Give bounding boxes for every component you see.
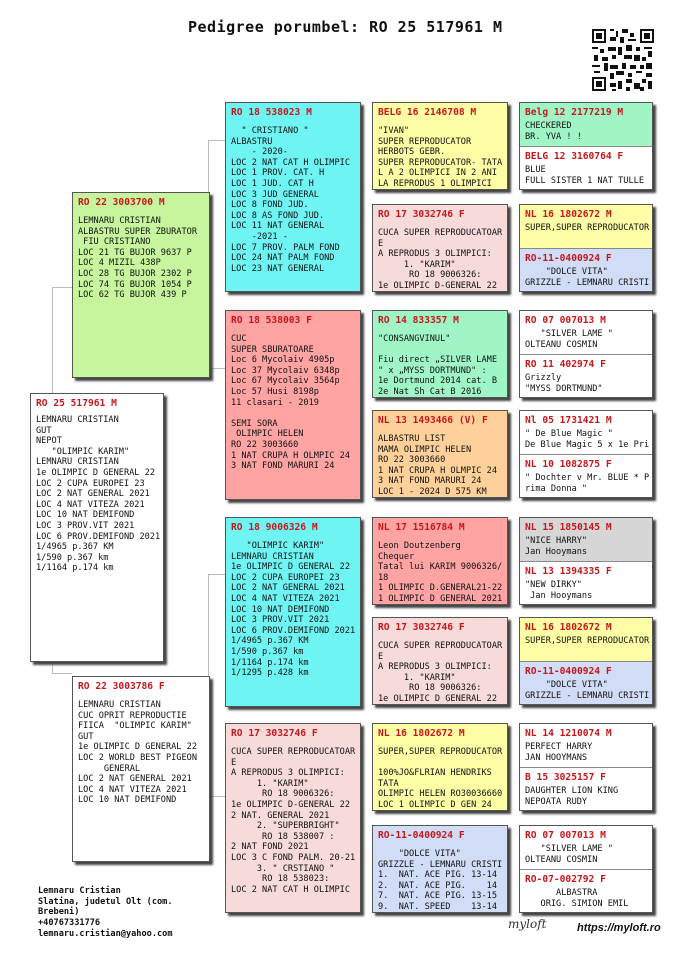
pigeon-pair-gen4 [519, 204, 653, 292]
pigeon-details: "NICE HARRY" Jan Hooymans [525, 536, 588, 557]
connector-line [52, 287, 72, 288]
pigeon-card-gen4[interactable] [520, 768, 652, 811]
website-link[interactable]: https://myloft.ro [577, 922, 661, 934]
pigeon-card-dam[interactable] [72, 676, 210, 862]
pigeon-details: " De Blue Magic " De Blue Magic 5 x 1e Pri [525, 429, 650, 450]
pigeon-card-gen4[interactable] [520, 826, 652, 870]
pigeon-card-gen2[interactable] [225, 723, 361, 913]
pigeon-card-gen4[interactable] [520, 411, 652, 455]
pigeon-pair-gen4 [519, 723, 653, 811]
pigeon-ring-number: RO-11-0400924 F [525, 253, 612, 264]
pigeon-details: "DOLCE VITA" GRIZZLE - LEMNARU CRISTI [525, 267, 650, 288]
pigeon-details: "DOLCE VITA" GRIZZLE - LEMNARU CRISTI 1. NAT. ACE PIG. 13-14 2. NAT. ACE PIG. 14 7. NAT. ACE PIG. 13-15 9. NAT. SPEED 13-14 [378, 849, 503, 912]
pigeon-ring-number: NL 17 1516784 M [378, 522, 465, 533]
pigeon-card-gen4[interactable] [520, 662, 652, 705]
pigeon-details: "CONSANGVINUL" Fiu direct „SILVER LAME " x „MYSS DORTMUND" : 1e Dortmund 2014 cat. B 2e Nat Sh Cat B 2016 [378, 334, 497, 397]
pigeon-card-gen4[interactable] [520, 147, 652, 190]
pigeon-card-gen4[interactable] [520, 518, 652, 562]
pigeon-details: "NEW DIRKY" Jan Hooymans [525, 580, 593, 601]
pigeon-card-gen4[interactable] [520, 618, 652, 662]
pigeon-card-gen4[interactable] [520, 455, 652, 498]
pigeon-details: LEMNARU CRISTIAN GUT NEPOT "OLIMPIC KARIM" LEMNARU CRISTIAN 1e OLIMPIC D GENERAL 22 LOC 2 CUPA EUROPEI 23 LOC 2 NAT GENERAL 2021 LOC 4 NAT VITEZA 2021 LOC 10 NAT DEMIFOND LOC 3 PROV.VIT 2021 LOC 6 PROV.DEMIFOND 2021 1/4965 p.367 KM 1/590 p.367 km 1/1164 p.174 km [36, 415, 161, 574]
pigeon-details: Grizzly "MYSS DORTMUND" [525, 373, 603, 394]
connector-line [52, 673, 72, 674]
pigeon-ring-number: Belg 12 2177219 M [525, 107, 624, 118]
pigeon-card-gen2[interactable] [225, 517, 361, 707]
page-title: Pedigree porumbel: RO 25 517961 M [188, 18, 503, 36]
pigeon-ring-number: RO 07 007013 M [525, 830, 606, 841]
pigeon-ring-number: BELG 12 3160764 F [525, 151, 624, 162]
pigeon-ring-number: Nl 05 1731421 M [525, 415, 612, 426]
pigeon-details: " Dochter v Mr. BLUE * P rima Donna " [525, 473, 650, 494]
pigeon-ring-number: NL 10 1082875 F [525, 459, 612, 470]
pigeon-details: "DOLCE VITA" GRIZZLE - LEMNARU CRISTI [525, 680, 650, 701]
pigeon-details: CHECKERED BR. YVA ! ! [525, 121, 582, 142]
pigeon-card-gen4[interactable] [520, 103, 652, 147]
connector-line [208, 140, 225, 141]
pigeon-details: SUPER,SUPER REPRODUCATOR [525, 223, 650, 233]
pigeon-ring-number: NL 16 1802672 M [525, 622, 612, 633]
pigeon-ring-number: BELG 16 2146708 M [378, 107, 477, 118]
pigeon-ring-number: NL 13 1493466 (V) F [378, 415, 488, 426]
connector-line [208, 368, 225, 369]
pigeon-details: ALBASTRA ORIG. SIMION EMIL [540, 888, 629, 909]
pigeon-card-gen2[interactable] [225, 102, 361, 292]
pigeon-card-sire[interactable] [72, 192, 210, 378]
pigeon-ring-number: RO 07 007013 M [525, 315, 606, 326]
pigeon-card-gen2[interactable] [225, 310, 361, 500]
pigeon-card-gen4[interactable] [520, 870, 652, 913]
pigeon-card-gen4[interactable] [520, 355, 652, 398]
pigeon-card-gen4[interactable] [520, 724, 652, 768]
pigeon-details: CUCA SUPER REPRODUCATOAR E A REPRODUS 3 OLIMPICI: 1. "KARIM" RO 18 9006326: 1e OLIMPIC D GENERAL 22 [378, 641, 503, 704]
pigeon-ring-number: NL 16 1802672 M [525, 209, 612, 220]
pigeon-details: "OLIMPIC KARIM" LEMNARU CRISTIAN 1e OLIMPIC D GENERAL 22 LOC 2 CUPA EUROPEI 23 LOC 2 NAT GENERAL 2021 LOC 4 NAT VITEZA 2021 LOC 10 NAT DEMIFOND LOC 3 PROV.VIT 2021 LOC 6 PROV.DEMIFOND 2021 1/4965 p.367 KM 1/590 p.367 km 1/1164 p.174 km 1/1295 p.428 km [231, 541, 356, 679]
pigeon-ring-number: RO 22 3003786 F [78, 681, 165, 692]
pigeon-ring-number: NL 14 1210074 M [525, 728, 612, 739]
pigeon-details: "IVAN" SUPER REPRODUCATOR HERBOTS GEBR. SUPER REPRODUCATOR- TATA L A 2 OLIMPICI IN 2 ANI LA REPRODUS 1 OLIMPICI [378, 126, 503, 189]
pigeon-pair-gen4 [519, 617, 653, 705]
pigeon-card-gen3[interactable] [372, 102, 508, 190]
pigeon-details: "SILVER LAME " OLTEANU COSMIN [525, 844, 613, 865]
breeder-contact: Lemnaru Cristian Slatina, judetul Olt (com. Brebeni) +40767331776 lemnaru.cristian@yahoo.com [38, 886, 173, 939]
pigeon-card-gen3[interactable] [372, 723, 508, 811]
pigeon-card-gen4[interactable] [520, 205, 652, 249]
pigeon-card-gen3[interactable] [372, 825, 508, 913]
pigeon-details: DAUGHTER LION KING NEPOATA RUDY [525, 786, 619, 807]
pigeon-ring-number: RO-11-0400924 F [378, 830, 465, 841]
pigeon-ring-number: NL 15 1850145 M [525, 522, 612, 533]
pigeon-ring-number: RO 14 833357 M [378, 315, 459, 326]
pigeon-card-subject[interactable] [30, 393, 164, 662]
pigeon-details: BLUE FULL SISTER 1 NAT TULLE [525, 165, 644, 186]
pigeon-pair-gen4 [519, 410, 653, 498]
pigeon-ring-number: B 15 3025157 F [525, 772, 606, 783]
pigeon-pair-gen4 [519, 310, 653, 398]
pigeon-ring-number: RO 11 402974 F [525, 359, 606, 370]
pigeon-ring-number: NL 13 1394335 F [525, 566, 612, 577]
pigeon-details: LEMNARU CRISTIAN CUC OPRIT REPRODUCTIE FIICA "OLIMPIC KARIM" GUT 1e OLIMPIC D GENERAL 22 LOC 2 WORLD BEST PIGEON GENERAL LOC 2 NAT GENERAL 2021 LOC 4 NAT VITEZA 2021 LOC 10 NAT DEMIFOND [78, 700, 197, 806]
pigeon-details: " CRISTIANO " ALBASTRU - 2020- LOC 2 NAT CAT H OLIMPIC LOC 1 PROV. CAT. H LOC 1 JUD. CAT H LOC 3 JUD GENERAL LOC 8 FOND JUD. LOC 8 AS FOND JUD. LOC 11 NAT GENERAL -2021 - LOC 7 PROV. PALM FOND LOC 24 NAT PALM FOND LOC 23 NAT GENERAL [231, 126, 350, 274]
pigeon-details: CUCA SUPER REPRODUCATOAR E A REPRODUS 3 OLIMPICI: 1. "KARIM" RO 18 9006326: 1e OLIMPIC D-GENERAL 22 [378, 228, 503, 291]
pigeon-ring-number: RO 17 3032746 F [378, 622, 465, 633]
pigeon-details: Leon Doutzenberg Chequer Tatal lui KARIM 9006326/ 18 1 OLIMPIC D.GENERAL21-22 1 OLIMPIC D GENERAL 2021 [378, 541, 503, 604]
pigeon-card-gen3[interactable] [372, 310, 508, 398]
pigeon-card-gen4[interactable] [520, 249, 652, 292]
pigeon-details: CUC SUPER SBURATOARE Loc 6 Mycolaiv 4905p Loc 37 Mycolaiv 6348p Loc 67 Mycolaiv 3564p Loc 57 Husi 8198p 11 clasari - 2019 SEMI SORA OLIMPIC HELEN RO 22 3003660 1 NAT CRUPA H OLMPIC 24 3 NAT FOND MARURI 24 [231, 334, 350, 472]
pigeon-card-gen4[interactable] [520, 311, 652, 355]
pigeon-card-gen3[interactable] [372, 617, 508, 705]
pigeon-ring-number: RO 17 3032746 F [231, 728, 318, 739]
pigeon-pair-gen4 [519, 102, 653, 190]
pigeon-ring-number: RO-11-0400924 F [525, 666, 612, 677]
connector-line [208, 796, 225, 797]
pigeon-details: PERFECT HARRY JAN HOOYMANS [525, 742, 593, 763]
pigeon-ring-number: RO 18 9006326 M [231, 522, 318, 533]
pigeon-details: ALBASTRU LIST MAMA OLIMPIC HELEN RO 22 3003660 1 NAT CRUPA H OLMPIC 24 3 NAT FOND MARURI 24 LOC 1 - 2024 D 575 KM [378, 434, 497, 497]
pigeon-ring-number: RO 22 3003700 M [78, 197, 165, 208]
pigeon-pair-gen4 [519, 825, 653, 913]
connector-line [208, 574, 225, 575]
pigeon-details: LEMNARU CRISTIAN ALBASTRU SUPER ZBURATOR FIU CRISTIANO LOC 21 TG BUJOR 9637 P LOC 4 MIZIL 438P LOC 28 TG BUJOR 2302 P LOC 74 TG BUJOR 1054 P LOC 62 TG BUJOR 439 P [78, 216, 197, 301]
pigeon-card-gen4[interactable] [520, 562, 652, 605]
pigeon-card-gen3[interactable] [372, 517, 508, 605]
pigeon-details: "SILVER LAME " OLTEANU COSMIN [525, 329, 613, 350]
pigeon-card-gen3[interactable] [372, 410, 508, 498]
pigeon-details: CUCA SUPER REPRODUCATOAR E A REPRODUS 3 OLIMPICI: 1. "KARIM" RO 18 9006326: 1e OLIMPIC D-GENERAL 22 2 NAT. GENERAL 2021 2. "SUPERBRIGHT" RO 18 538007 : 2 NAT FOND 2021 LOC 3 C FOND PALM. 20-21 3. " CRSTIANO " RO 18 538023: LOC 2 NAT CAT H OLIMPIC [231, 747, 356, 895]
pigeon-ring-number: RO-07-002792 F [525, 874, 606, 885]
myloft-logo: myloft [508, 917, 547, 931]
pigeon-ring-number: NL 16 1802672 M [378, 728, 465, 739]
pigeon-ring-number: RO 17 3032746 F [378, 209, 465, 220]
pigeon-ring-number: RO 18 538023 M [231, 107, 312, 118]
pigeon-pair-gen4 [519, 517, 653, 605]
qr-code [590, 27, 656, 93]
pigeon-details: SUPER,SUPER REPRODUCATOR 100%JO&FLRIAN HENDRIKS TATA OLIMPIC HELEN RO30036660 LOC 1 OLIMPIC D GEN 24 [378, 747, 503, 810]
pigeon-card-gen3[interactable] [372, 204, 508, 292]
pigeon-ring-number: RO 18 538003 F [231, 315, 312, 326]
pigeon-ring-number: RO 25 517961 M [36, 398, 117, 409]
pigeon-details: SUPER,SUPER REPRODUCATOR [525, 636, 650, 646]
